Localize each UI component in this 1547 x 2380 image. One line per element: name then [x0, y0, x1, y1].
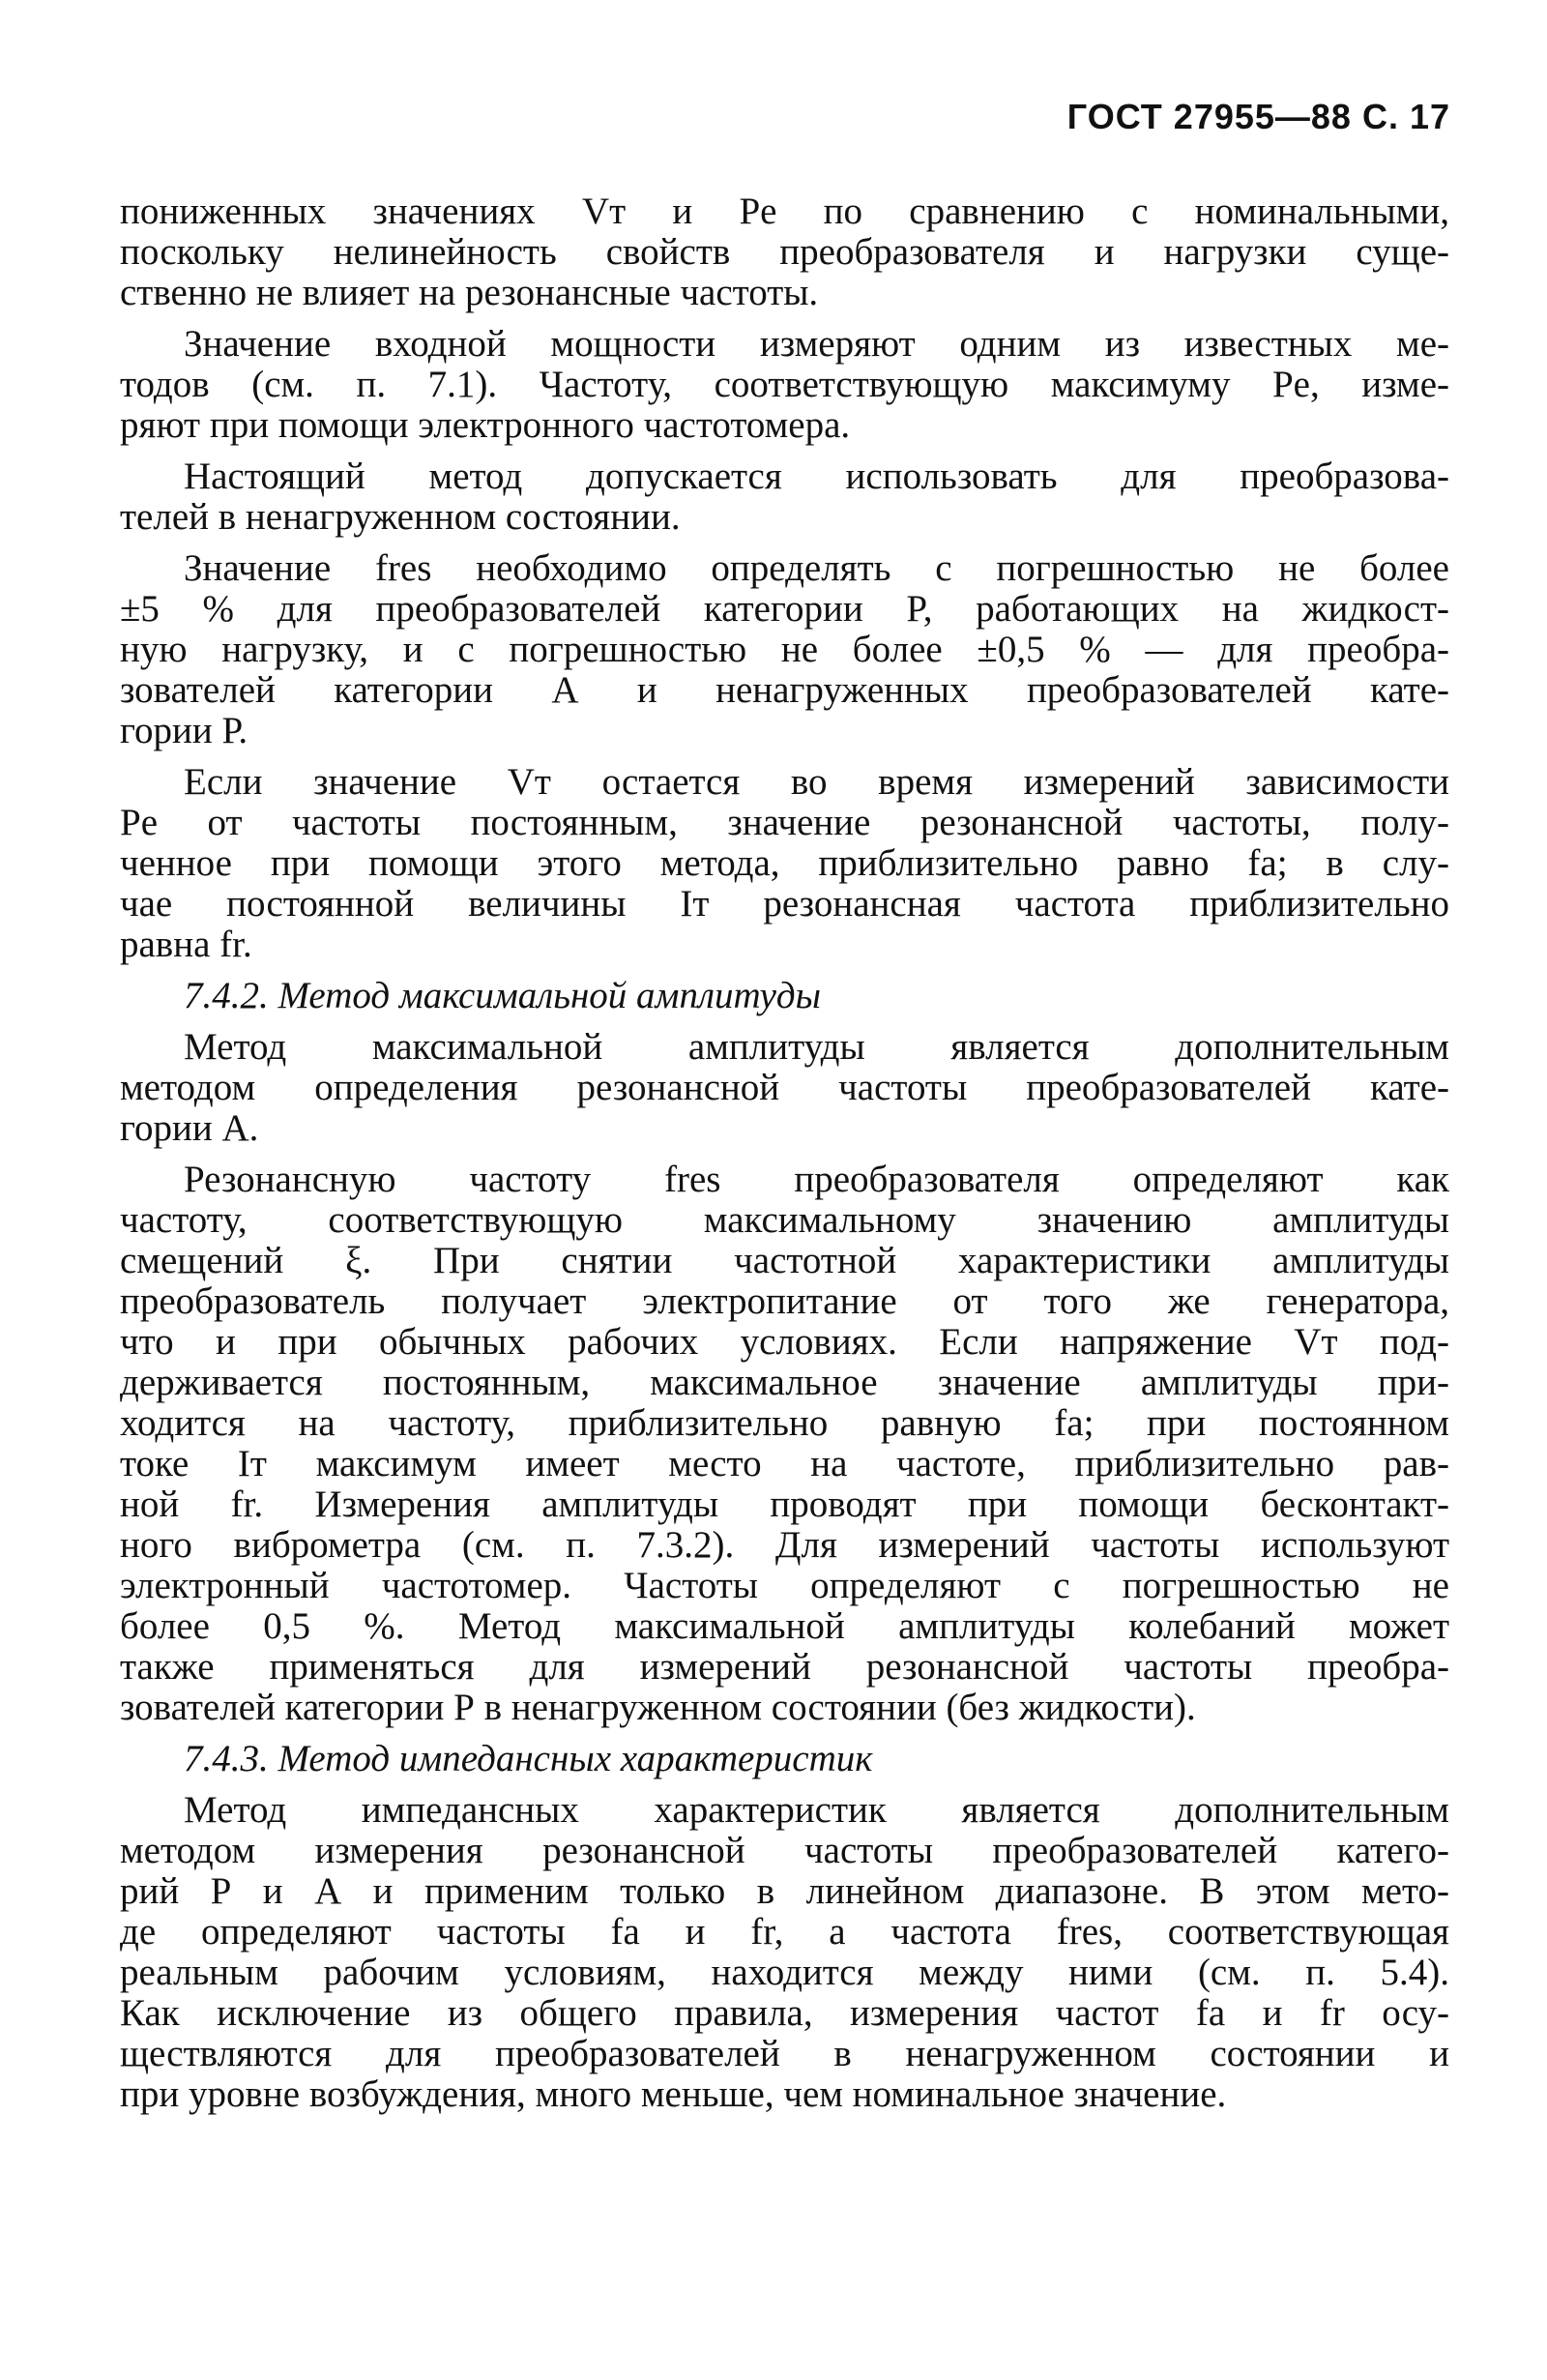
text-line: Как исключение из общего правила, измерения частот fa и fr осу- [120, 1992, 1449, 2034]
text-line: Настоящий метод допускается использовать для преобразова- [184, 455, 1449, 497]
text-line: зователей категории Р в ненагруженном состоянии (без жидкости). [120, 1687, 1196, 1728]
page-header: ГОСТ 27955—88 С. 17 [1066, 97, 1450, 136]
text-line: ществляются для преобразователей в ненагруженном состоянии и [120, 2033, 1449, 2074]
text-line: методом определения резонансной частоты преобразователей кате- [120, 1067, 1449, 1108]
text-line: ряют при помощи электронного частотомера. [120, 404, 851, 446]
text-line: при уровне возбуждения, много меньше, чем номинальное значение. [120, 2073, 1227, 2115]
text-line: ченное при помощи этого метода, приблизительно равно fa; в слу- [120, 842, 1449, 884]
text-line: рий Р и А и применим только в линейном диапазоне. В этом мето- [120, 1870, 1449, 1912]
section-heading-text: 7.4.2. Метод максимальной амплитуды [184, 975, 821, 1016]
text-line: более 0,5 %. Метод максимальной амплитуды колебаний может [120, 1605, 1449, 1647]
text-line: ной fr. Измерения амплитуды проводят при помощи бесконтакт- [120, 1484, 1449, 1525]
text-line: Резонансную частоту fres преобразователя определяют как [184, 1159, 1449, 1200]
text-line: методом измерения резонансной частоты преобразователей катего- [120, 1830, 1449, 1871]
section-heading [120, 1739, 1449, 1779]
text-line: пониженных значениях Vт и Pe по сравнению с номинальными, [120, 191, 1449, 232]
section-heading [120, 976, 1449, 1016]
text-line: Значение входной мощности измеряют одним из известных ме- [184, 323, 1449, 365]
text-line: Метод максимальной амплитуды является дополнительным [184, 1026, 1449, 1068]
text-line: Метод импедансных характеристик является дополнительным [184, 1789, 1449, 1831]
text-line: чае постоянной величины Iт резонансная частота приблизительно [120, 883, 1449, 925]
text-line: Pe от частоты постоянным, значение резонансной частоты, полу- [120, 802, 1449, 843]
document-body [120, 191, 1449, 2115]
text-line: также применяться для измерений резонансной частоты преобра- [120, 1646, 1449, 1688]
text-line: что и при обычных рабочих условиях. Если напряжение Vт под- [120, 1321, 1449, 1363]
text-line: ственно не влияет на резонансные частоты. [120, 272, 819, 313]
text-line: зователей категории А и ненагруженных преобразователей кате- [120, 669, 1449, 711]
text-line: де определяют частоты fa и fr, а частота fres, соответствующая [120, 1911, 1449, 1953]
text-line: равна fr. [120, 924, 252, 965]
text-line: держивается постоянным, максимальное значение амплитуды при- [120, 1362, 1449, 1403]
text-line: ±5 % для преобразователей категории P, работающих на жидкост- [120, 588, 1449, 630]
text-line: тодов (см. п. 7.1). Частоту, соответствующую максимуму Pe, изме- [120, 364, 1449, 405]
text-line: частоту, соответствующую максимальному значению амплитуды [120, 1199, 1449, 1241]
text-line: ную нагрузку, и с погрешностью не более ±0,5 % — для преобра- [120, 629, 1449, 670]
text-line: токе Iт максимум имеет место на частоте, приблизительно рав- [120, 1443, 1449, 1484]
section-heading-text: 7.4.3. Метод импедансных характеристик [184, 1738, 873, 1779]
text-line: реальным рабочим условиям, находится между ними (см. п. 5.4). [120, 1952, 1449, 1993]
text-line: электронный частотомер. Частоты определяют с погрешностью не [120, 1565, 1449, 1606]
text-line: телей в ненагруженном состоянии. [120, 496, 681, 538]
text-line: преобразователь получает электропитание от того же генератора, [120, 1280, 1449, 1322]
text-line: ного виброметра (см. п. 7.3.2). Для измерений частоты используют [120, 1524, 1449, 1566]
text-line: гории А. [120, 1107, 259, 1149]
text-line: ходится на частоту, приблизительно равную fa; при постоянном [120, 1402, 1449, 1444]
text-line: Если значение Vт остается во время измерений зависимости [184, 761, 1449, 803]
text-line: гории Р. [120, 710, 248, 751]
text-line: поскольку нелинейность свойств преобразователя и нагрузки суще- [120, 231, 1449, 273]
text-line: Значение fres необходимо определять с погрешностью не более [184, 547, 1449, 589]
text-line: смещений ξ. При снятии частотной характеристики амплитуды [120, 1240, 1449, 1281]
